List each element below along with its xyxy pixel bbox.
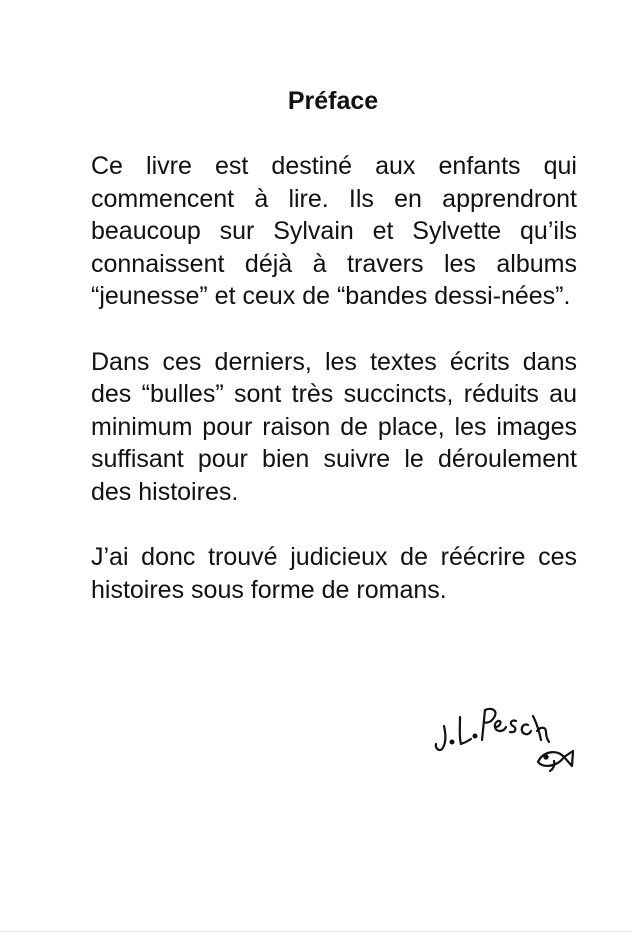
paragraph-2: Dans ces derniers, les textes écrits dans des “bulles” sont très succincts, réduits au minimum pour raison de place, les images suffisant pour bien suivre le déroulement des histoires. xyxy=(91,347,577,506)
page-bottom-edge xyxy=(0,931,632,932)
handwritten-signature xyxy=(430,700,580,785)
preface-title: Préface xyxy=(287,87,379,115)
preface-body xyxy=(91,150,577,606)
paragraph-3: J’ai donc trouvé judicieux de réécrire ces histoires sous forme de romans. xyxy=(91,543,577,604)
paragraph-1: Ce livre est destiné aux enfants qui commencent à lire. Ils en apprendront beaucoup sur Sylvain et Sylvette qu’ils connaissent déjà à travers les albums “jeunesse” et ceux de “bandes dessi-nées”. xyxy=(91,152,577,310)
